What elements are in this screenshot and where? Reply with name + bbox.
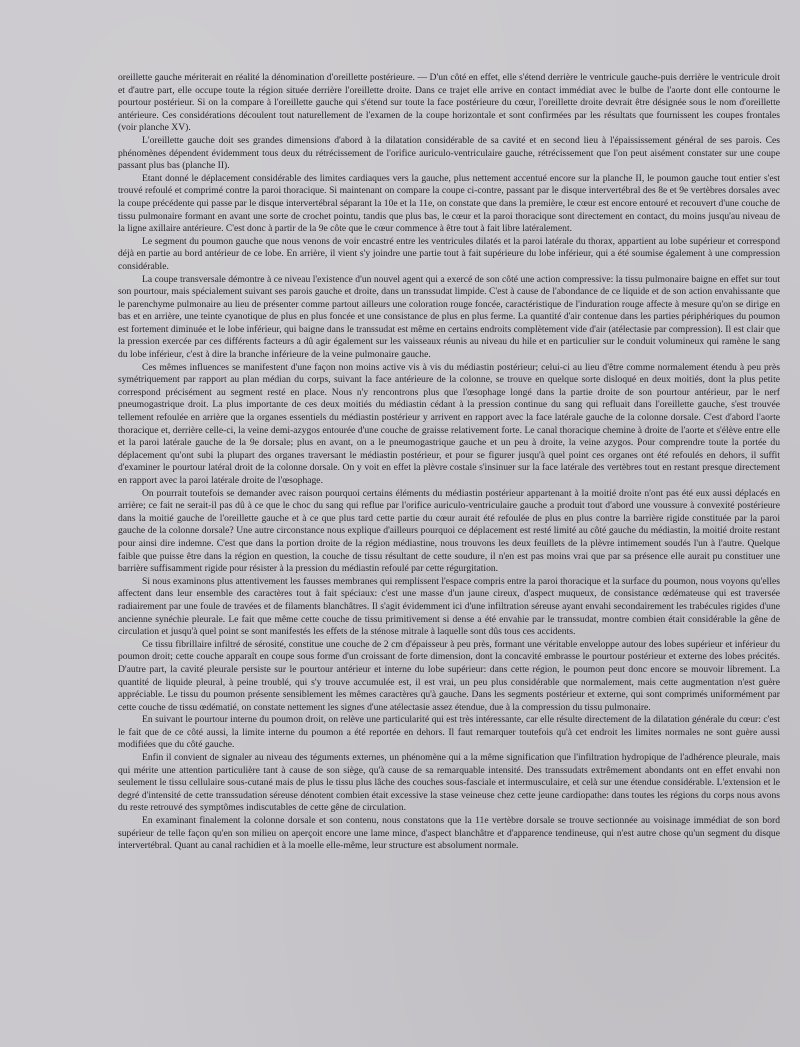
paragraph: oreillette gauche mériterait en réalité la dénomination d'oreillette postérieure. — D'un côté en effet, elle s'étend derrière le ventricule gauche-puis derrière le ventricule droit et d'autre part, elle occupe toute la région située derrière l'oreillette droite. Dans ce trajet elle arrive en contact immédiat avec le bulbe de l'aorte dont elle contourne le pourtour postérieur. Si on la compare à l'oreillette gauche qui s'étend sur toute la face postérieure du cœur, l'oreillette droite devrait être désignée sous le nom d'oreillette antérieure. Ces considérations découlent tout naturellement de l'examen de la coupe horizontale et sont confirmées par les résultats que fournissent les coupes frontales (voir planche XV). [118,72,780,134]
paragraph: On pourrait toutefois se demander avec raison pourquoi certains éléments du médiastin postérieur appartenant à la moitié droite n'ont pas été eux aussi déplacés en arrière; ce fait ne serait-il pas dû à ce que le choc du sang qui reflue par l'orifice auriculo-ventriculaire gauche a produit tout d'abord une voussure à convexité postérieure dans la moitié gauche de l'oreillette gauche et à ce que plus tard cette partie du cœur aurait été refoulée de plus en plus contre la barrière rigide constituée par la paroi gauche de la colonne dorsale? Une autre circonstance nous explique d'ailleurs pourquoi ce déplacement est resté limité au côté gauche du médiastin, la moitié droite restant pour ainsi dire indemne. C'est que dans la portion droite de la région médiastine, nous trouvons les deux feuillets de la plèvre intimement soudés l'un à l'autre. Quelque faible que puisse être dans la région en question, la couche de tissu résultant de cette soudure, il n'en est pas moins vrai que par sa présence elle aurait pu constituer une barrière suffisamment rigide pour résister à la pression du médiastin refoulé par cette régurgitation. [118,487,780,575]
paragraph: Etant donné le déplacement considérable des limites cardiaques vers la gauche, plus nettement accentué encore sur la planche II, le poumon gauche tout entier s'est trouvé refoulé et comprimé contre la paroi thoracique. Si maintenant on compare la coupe ci-contre, passant par le disque intervertébral des 8e et 9e vertèbres dorsales avec la coupe précédente qui passe par le disque intervertébral séparant la 10e et la 11e, on constate que dans la première, le cœur est encore entouré et recouvert d'une couche de tissu pulmonaire formant en avant une sorte de crochet pointu, tandis que plus bas, le cœur et la paroi thoracique sont directement en contact, du moins jusqu'au niveau de la ligne axillaire antérieure. C'est donc à partir de la 9e côte que le cœur commence à être tout à fait libre latéralement. [118,172,780,235]
body-text [118,72,780,853]
paragraph: Ces mêmes influences se manifestent d'une façon non moins active vis à vis du médiastin postérieur; celui-ci au lieu d'être comme normalement étendu à peu près symétriquement par rapport au plan médian du corps, suivant la face antérieure de la colonne, se trouve en quelque sorte disloqué en deux moitiés, dont la plus petite correspond précisément au segment resté en place. Nous n'y rencontrons plus que l'œsophage longé dans la partie droite de son pourtour antérieur, par le nerf pneumogastrique droit. La plus importante de ces deux moitiés du médiastin cédant à la pression continue du sang qui refluait dans l'oreillette gauche, s'est trouvée tellement refoulée en arrière que la organes essentiels du médiastin postérieur y arrivent en rapport avec la face latérale gauche de la colonne dorsale. C'est d'abord l'aorte thoracique et, derrière celle-ci, la veine demi-azygos entourée d'une couche de graisse relativement forte. Le canal thoracique chemine à droite de l'aorte et s'élève entre elle et la paroi latérale gauche de la 9e dorsale; plus en avant, on a le pneumogastrique gauche et un peu à droite, la veine azygos. Pour comprendre toute la portée du déplacement qu'ont subi la plupart des organes traversant le médiastin postérieur, et pour se figurer jusqu'à quel point ces organes ont été refoulés en dehors, il suffit d'examiner le pourtour latéral droit de la colonne dorsale. On y voit en effet la plèvre costale s'insinuer sur la face latérale des vertèbres tout en restant presque directement en rapport avec la paroi latérale droite de l'œsophage. [118,361,780,486]
paragraph: Si nous examinons plus attentivement les fausses membranes qui remplissent l'espace compris entre la paroi thoracique et la surface du poumon, nous voyons qu'elles affectent dans leur ensemble des caractères tout à fait spéciaux: c'est une masse d'un jaune cireux, d'aspect muqueux, de consistance œdémateuse qui est traversée radiairement par une foule de travées et de filaments blanchâtres. Il s'agit évidemment ici d'une infiltration séreuse ayant envahi secondairement les trabécules rigides d'une ancienne synéchie pleurale. Le fait que même cette couche de tissu primitivement si dense a été envahie par le transsudat, montre combien était considérable la gêne de circulation et jusqu'à quel point se sont manifestés les effets de la sténose mitrale à laquelle sont dûs tous ces accidents. [118,575,780,638]
paragraph: En examinant finalement la colonne dorsale et son contenu, nous constatons que la 11e vertèbre dorsale se trouve sectionnée au voisinage immédiat de son bord supérieur de telle façon qu'en son milieu on aperçoit encore une lame mince, d'aspect blanchâtre et d'apparence tendineuse, qui n'est autre chose qu'un segment du disque intervertébral. Quant au canal rachidien et à la moelle elle-même, leur structure est absolument normale. [118,815,780,852]
paragraph: Ce tissu fibrillaire infiltré de sérosité, constitue une couche de 2 cm d'épaisseur à peu près, formant une véritable enveloppe autour des lobes supérieur et inférieur du poumon droit; cette couche apparaît en coupe sous forme d'un croissant de forte dimension, dont la concavité embrasse le pourtour postérieur et externe des lobes précités. D'autre part, la cavité pleurale persiste sur le pourtour antérieur et interne du lobe supérieur: dans cette région, le poumon peut donc encore se mouvoir librement. La quantité de liquide pleural, à peine troublé, qui s'y trouve accumulée est, il est vrai, un peu plus considérable que normalement, mais cette augmentation n'est guère appréciable. Le tissu du poumon présente sensiblement les mêmes caractères qu'à gauche. Dans les segments postérieur et externe, qui sont comprimés uniformément par cette couche de tissu œdématié, on constate nettement les signes d'une atélectasie assez étendue, due à la compression du tissu pulmonaire. [118,638,780,713]
paragraph: La coupe transversale démontre à ce niveau l'existence d'un nouvel agent qui a exercé de son côté une action compressive: la tissu pulmonaire baigne en effet sur tout son pourtour, mais spécialement suivant ses parois gauche et droite, dans un transsudat limpide. C'est à cause de l'abondance de ce liquide et de son action envahissante que le parenchyme pulmonaire au lieu de présenter comme partout ailleurs une coloration rouge foncée, caractéristique de l'induration rouge affecte à mesure qu'on se dirige en bas et en arrière, une teinte cyanotique de plus en plus foncée et une consistance de plus en plus ferme. La quantité d'air contenue dans les parties périphériques du poumon est fortement diminuée et le lobe inférieur, qui baigne dans le transsudat est même en certains endroits complètement vide d'air (atélectasie par compression). Il est clair que la pression exercée par ces différents facteurs a dû agir également sur les vaisseaux réunis au niveau du hile et en particulier sur le conduit volumineux qui ramène le sang du lobe inférieur, c'est à dire la branche inférieure de la veine pulmonaire gauche. [118,273,780,361]
paragraph: L'oreillette gauche doit ses grandes dimensions d'abord à la dilatation considérable de sa cavité et en second lieu à l'épaississement général de ses parois. Ces phénomènes dépendent évidemment tous deux du rétrécissement de l'orifice auriculo-ventriculaire gauche, rétrécissement que l'on peut aisément constater sur une coupe passant plus bas (planche II). [118,134,780,172]
paragraph: Enfin il convient de signaler au niveau des téguments externes, un phénomène qui a la même signification que l'infiltration hydropique de l'adhérence pleurale, mais qui mérite une attention particulière tant à cause de son siège, qu'à cause de sa remarquable intensité. Des transsudats extrêmement abondants ont en effet envahi non seulement le tissu cellulaire sous-cutané mais de plus le tissu plus lâche des couches sous-fasciale et intermusculaire, et celà sur une étendue considérable. L'extension et le degré d'intensité de cette transsudation séreuse dénotent combien était excessive la stase veineuse chez cette jeune cardiopathe: dans toutes les régions du corps nous avons du reste retrouvé des symptômes indiscutables de cette gêne de circulation. [118,752,780,814]
paragraph: Le segment du poumon gauche que nous venons de voir encastré entre les ventricules dilatés et la paroi latérale du thorax, appartient au lobe supérieur et correspond déjà en partie au bord antérieur de ce lobe. En arrière, il vient s'y joindre une partie tout à fait supérieure du lobe inférieur, qui a été soumise également à une compression considérable. [118,235,780,272]
paragraph: En suivant le pourtour interne du poumon droit, on relève une particularité qui est très intéressante, car elle résulte directement de la dilatation générale du cœur: c'est le fait que de ce côté aussi, la limite interne du poumon a été reportée en dehors. Il faut remarquer toutefois qu'à cet endroit les limites normales ne sont guère aussi modifiées que du côté gauche. [118,714,780,751]
